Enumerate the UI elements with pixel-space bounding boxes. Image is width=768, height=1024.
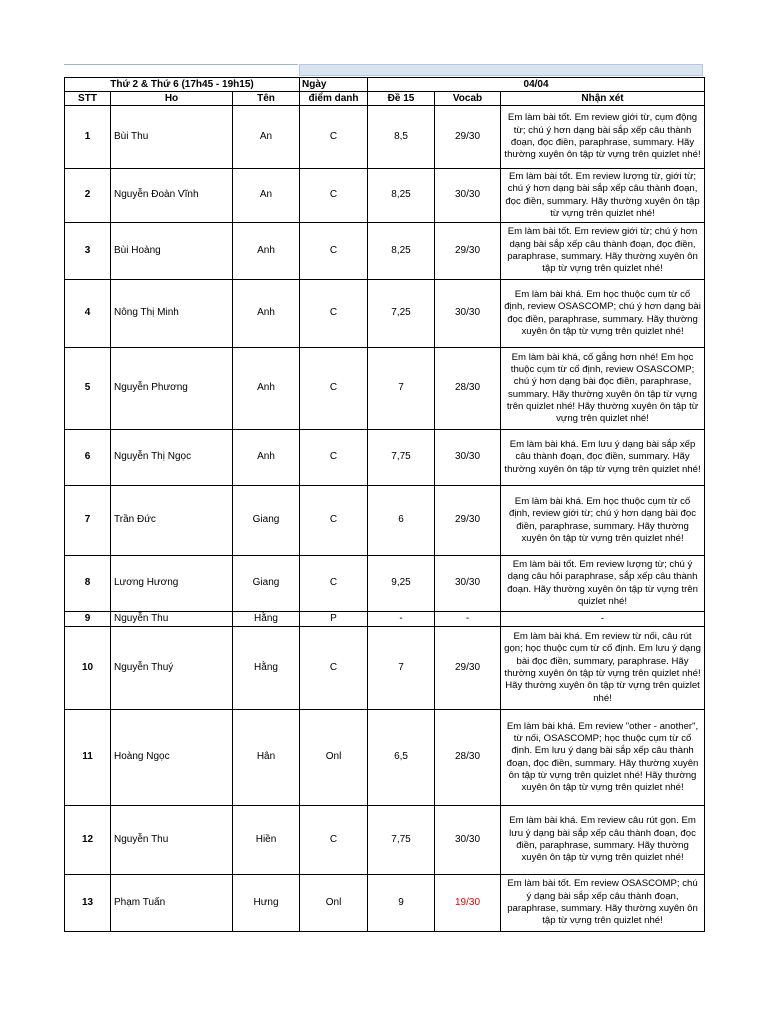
col-ho-header: Ho: [111, 92, 233, 106]
ho-cell: Phạm Tuấn: [111, 875, 233, 932]
attendance-table: [64, 77, 705, 932]
student-rows: [65, 106, 705, 932]
date-header-band: [299, 64, 703, 76]
nhan-xet-cell: Em làm bài tốt. Em review giới từ, cụm động từ; chú ý hơn dạng bài sắp xếp câu thành đoạn, đọc điền, paraphrase, summary. Hãy thường xuyên ôn tập từ vựng trên quizlet nhé!: [501, 106, 705, 169]
nhan-xet-cell: Em làm bài khá. Em học thuộc cụm từ cố định, review OSASCOMP; chú ý hơn dạng bài đọc điền, paraphrase, summary. Hãy thường xuyên ôn tập từ vựng trên quizlet nhé!: [501, 280, 705, 348]
diem-danh-cell: C: [300, 486, 368, 556]
nhan-xet-cell: Em làm bài tốt. Em review giới từ; chú ý hơn dạng bài sắp xếp câu thành đoạn, đọc điền, paraphrase, summary. Hãy thường xuyên ôn tập từ vựng trên quizlet nhé!: [501, 223, 705, 280]
ho-cell: Bùi Hoàng: [111, 223, 233, 280]
diem-danh-cell: P: [300, 612, 368, 627]
vocab-cell: -: [435, 612, 501, 627]
de15-cell: 8,25: [368, 169, 435, 223]
stt-cell: 6: [65, 430, 111, 486]
vocab-cell: 30/30: [435, 280, 501, 348]
stt-cell: 10: [65, 627, 111, 710]
ngay-label-cell: Ngày: [300, 78, 368, 92]
col-ten-header: Tên: [233, 92, 300, 106]
table-row: [65, 106, 705, 169]
de15-cell: 7: [368, 348, 435, 430]
stt-cell: 4: [65, 280, 111, 348]
nhan-xet-cell: Em làm bài tốt. Em review lượng từ, giới từ; chú ý hơn dạng bài sắp xếp câu thành đoạn, đọc điền, summary. Hãy thường xuyên ôn tập từ vựng trên quizlet nhé!: [501, 169, 705, 223]
vocab-cell: 29/30: [435, 223, 501, 280]
de15-cell: 9: [368, 875, 435, 932]
col-nhan-xet-header: Nhận xét: [501, 92, 705, 106]
diem-danh-cell: C: [300, 223, 368, 280]
nhan-xet-cell: Em làm bài tốt. Em review lượng từ; chú ý dạng câu hỏi paraphrase, sắp xếp câu thành đoạn. Hãy thường xuyên ôn tập từ vựng trên quizlet nhé!: [501, 556, 705, 612]
date-cell: 04/04: [368, 78, 705, 92]
de15-cell: 7,25: [368, 280, 435, 348]
vocab-cell: 29/30: [435, 627, 501, 710]
de15-cell: 8,25: [368, 223, 435, 280]
de15-cell: -: [368, 612, 435, 627]
ten-cell: Hân: [233, 710, 300, 806]
ten-cell: Anh: [233, 280, 300, 348]
table-row: [65, 556, 705, 612]
header-row-columns: [65, 92, 705, 106]
ho-cell: Nguyễn Phương: [111, 348, 233, 430]
de15-cell: 7,75: [368, 430, 435, 486]
ten-cell: Hiền: [233, 806, 300, 875]
top-border-line: [64, 64, 298, 77]
table-row: [65, 223, 705, 280]
diem-danh-cell: C: [300, 169, 368, 223]
stt-cell: 3: [65, 223, 111, 280]
vocab-cell: 29/30: [435, 106, 501, 169]
header-row-schedule: [65, 78, 705, 92]
ho-cell: Lương Hương: [111, 556, 233, 612]
diem-danh-cell: C: [300, 627, 368, 710]
col-vocab-header: Vocab: [435, 92, 501, 106]
ho-cell: Nguyễn Thuý: [111, 627, 233, 710]
de15-cell: 8,5: [368, 106, 435, 169]
stt-cell: 13: [65, 875, 111, 932]
diem-danh-cell: C: [300, 106, 368, 169]
ho-cell: Nguyễn Thu: [111, 806, 233, 875]
table-row: [65, 806, 705, 875]
ho-cell: Nguyễn Thị Ngọc: [111, 430, 233, 486]
ten-cell: Anh: [233, 348, 300, 430]
nhan-xet-cell: Em làm bài khá. Em review câu rút gọn. Em lưu ý dạng bài sắp xếp câu thành đoạn, đọc điền, paraphrase, summary. Hãy thường xuyên ôn tập từ vựng trên quizlet nhé!: [501, 806, 705, 875]
ten-cell: Anh: [233, 223, 300, 280]
stt-cell: 7: [65, 486, 111, 556]
ho-cell: Nguyễn Đoàn Vĩnh: [111, 169, 233, 223]
nhan-xet-cell: Em làm bài khá. Em review từ nối, câu rút gọn; học thuộc cụm từ cố định. Em lưu ý dạng bài đọc điền, summary, paraphrase. Hãy thường xuyên ôn tập từ vựng trên quizlet nhé! Hãy thường xuyên ôn tập từ vựng trên quizlet nhé!: [501, 627, 705, 710]
de15-cell: 6,5: [368, 710, 435, 806]
stt-cell: 1: [65, 106, 111, 169]
nhan-xet-cell: Em làm bài tốt. Em review OSASCOMP; chú ý dạng bài sắp xếp câu thành đoạn, paraphrase, summary. Hãy thường xuyên ôn tập từ vựng trên quizlet nhé!: [501, 875, 705, 932]
vocab-cell: 28/30: [435, 710, 501, 806]
col-diem-danh-header: điểm danh: [300, 92, 368, 106]
table-row: [65, 875, 705, 932]
nhan-xet-cell: Em làm bài khá. Em học thuộc cụm từ cố định, review giới từ; chú ý hơn dạng bài đọc điền, paraphrase, summary. Hãy thường xuyên ôn tập từ vựng trên quizlet nhé!: [501, 486, 705, 556]
stt-cell: 11: [65, 710, 111, 806]
diem-danh-cell: C: [300, 430, 368, 486]
vocab-cell: 19/30: [435, 875, 501, 932]
nhan-xet-cell: Em làm bài khá. Em review "other - another", từ nối, OSASCOMP; học thuộc cụm từ cố định. Em lưu ý dạng bài sắp xếp câu thành đoạn, đọc điền, summary. Hãy thường xuyên ôn tập từ vựng trên quizlet nhé! Hãy thường xuyên ôn tập từ vựng trên quizlet nhé!: [501, 710, 705, 806]
table-row: [65, 348, 705, 430]
schedule-cell: Thứ 2 & Thứ 6 (17h45 - 19h15): [65, 78, 300, 92]
ten-cell: Hằng: [233, 612, 300, 627]
table-row: [65, 430, 705, 486]
col-stt-header: STT: [65, 92, 111, 106]
diem-danh-cell: Onl: [300, 875, 368, 932]
table-row: [65, 627, 705, 710]
col-de15-header: Đề 15: [368, 92, 435, 106]
ho-cell: Nguyễn Thu: [111, 612, 233, 627]
ten-cell: Hằng: [233, 627, 300, 710]
vocab-cell: 29/30: [435, 486, 501, 556]
ten-cell: Hưng: [233, 875, 300, 932]
vocab-cell: 30/30: [435, 169, 501, 223]
ten-cell: An: [233, 106, 300, 169]
de15-cell: 7,75: [368, 806, 435, 875]
diem-danh-cell: C: [300, 806, 368, 875]
nhan-xet-cell: Em làm bài khá. Em lưu ý dạng bài sắp xếp câu thành đoạn, đọc điền, summary. Hãy thường xuyên ôn tập từ vựng trên quizlet nhé!: [501, 430, 705, 486]
vocab-cell: 28/30: [435, 348, 501, 430]
ten-cell: Anh: [233, 430, 300, 486]
table-row: [65, 710, 705, 806]
ten-cell: Giang: [233, 486, 300, 556]
stt-cell: 5: [65, 348, 111, 430]
stt-cell: 2: [65, 169, 111, 223]
ho-cell: Trần Đức: [111, 486, 233, 556]
stt-cell: 12: [65, 806, 111, 875]
diem-danh-cell: Onl: [300, 710, 368, 806]
de15-cell: 6: [368, 486, 435, 556]
table-row: [65, 169, 705, 223]
vocab-cell: 30/30: [435, 556, 501, 612]
diem-danh-cell: C: [300, 348, 368, 430]
table-row: [65, 612, 705, 627]
ten-cell: An: [233, 169, 300, 223]
de15-cell: 9,25: [368, 556, 435, 612]
stt-cell: 8: [65, 556, 111, 612]
vocab-cell: 30/30: [435, 430, 501, 486]
table-row: [65, 486, 705, 556]
table-row: [65, 280, 705, 348]
vocab-cell: 30/30: [435, 806, 501, 875]
nhan-xet-cell: -: [501, 612, 705, 627]
ho-cell: Nông Thị Minh: [111, 280, 233, 348]
ten-cell: Giang: [233, 556, 300, 612]
stt-cell: 9: [65, 612, 111, 627]
ho-cell: Hoàng Ngọc: [111, 710, 233, 806]
nhan-xet-cell: Em làm bài khá, cố gắng hơn nhé! Em học thuộc cụm từ cố định, review OSASCOMP; chú ý hơn dạng bài đọc điền, paraphrase, summary. Hãy thường xuyên ôn tập từ vựng trên quizlet nhé! Hãy thường xuyên ôn tập từ vựng trên quizlet nhé!: [501, 348, 705, 430]
de15-cell: 7: [368, 627, 435, 710]
diem-danh-cell: C: [300, 556, 368, 612]
ho-cell: Bùi Thu: [111, 106, 233, 169]
diem-danh-cell: C: [300, 280, 368, 348]
